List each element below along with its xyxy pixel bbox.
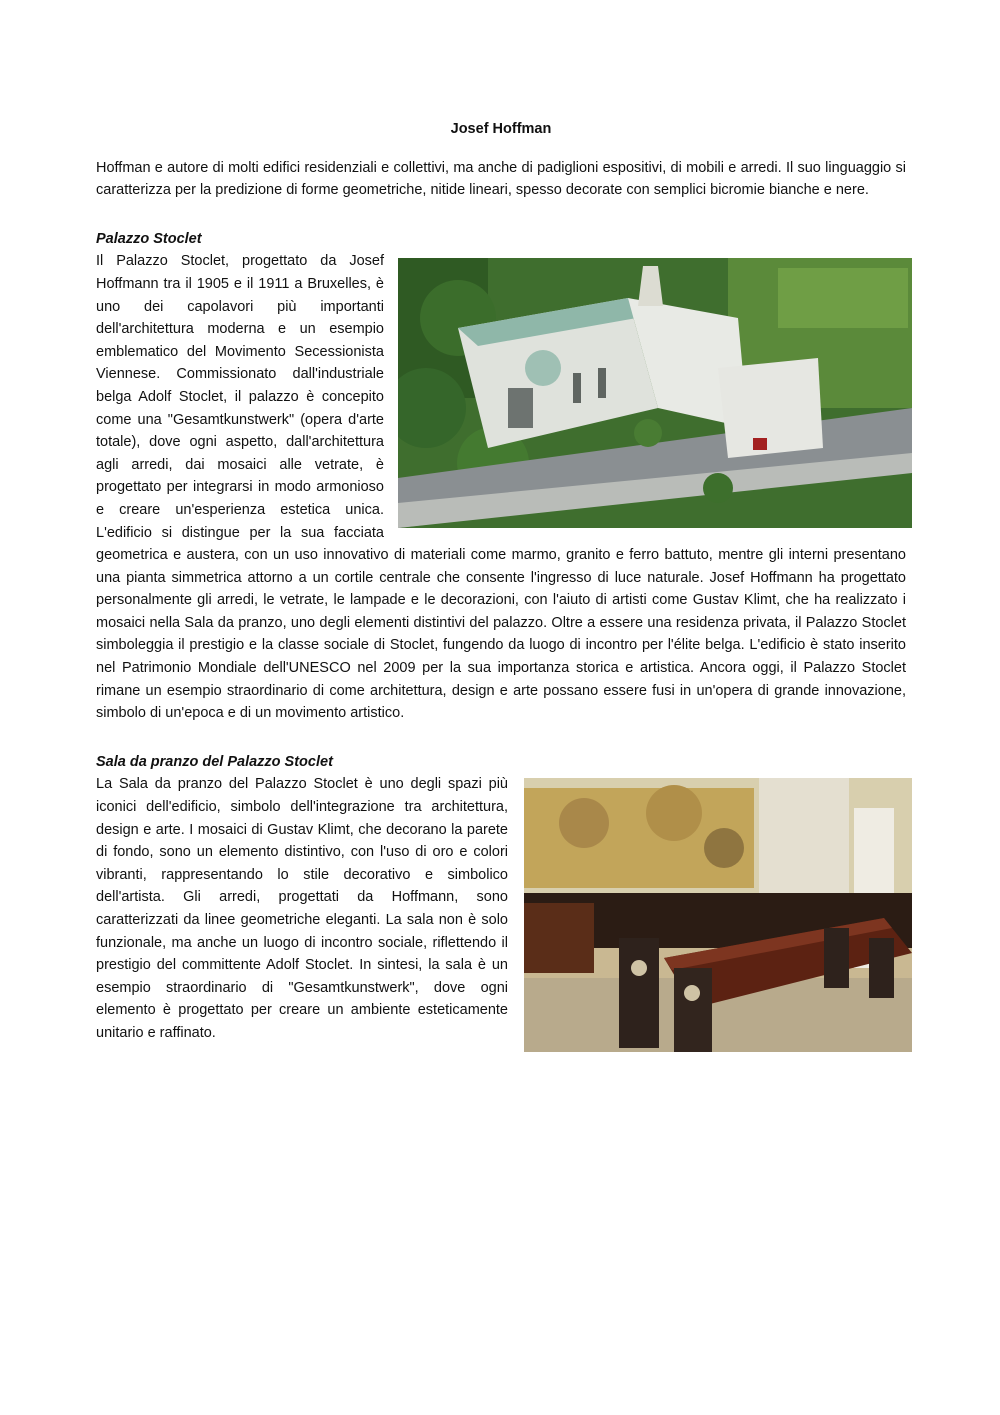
sala-da-pranzo-photo (524, 778, 912, 1052)
page-title: Josef Hoffman (450, 121, 552, 137)
section-heading-sala: Sala da pranzo del Palazzo Stoclet (96, 753, 333, 770)
intro-paragraph: Hoffman e autore di molti edifici residenziali e collettivi, ma anche di padiglioni espositivi, di mobili e arredi. Il suo linguaggio si caratterizza per la predizione di forme geometriche, nitide lineari, spesso decorate con semplici bicromie bianche e nere. (96, 159, 906, 199)
section-text-sala: La Sala da pranzo del Palazzo Stoclet è uno degli spazi più iconici dell'edificio, simbolo dell'integrazione tra architettura, design e arte. I mosaici di Gustav Klimt, che decorano la parete di fondo, sono un elemento distintivo, con l'uso di oro e colori vibranti, rappresentando lo stile decorativo e simbolico dell'artista. Gli arredi, progettati da Hoffmann, sono caratterizzati da linee geometriche eleganti. La sala non è solo funzionale, ma anche un luogo di incontro sociale, riflettendo il prestigio del committente Adolf Stoclet. In sintesi, la sala è un esempio straordinario di "Gesamtkunstwerk", dove ogni elemento è progettato per creare un ambiente esteticamente unitario e raffinato. (96, 776, 508, 1041)
section-text-palazzo: Il Palazzo Stoclet, progettato da Josef Hoffmann tra il 1905 e il 1911 a Bruxelles, è uno dei capolavori più importanti dell'architettura moderna e un esempio emblematico del Movimento Secessionista Viennese. Commissionato dall'industriale belga Adolf Stoclet, il palazzo è concepito come una "Gesamtkunstwerk" (opera d'arte totale), dove ogni aspetto, dall'architettura agli arredi, dai mosaici alle vetrate, è progettato per integrarsi in modo armonioso e creare un'esperienza estetica unica. L'edificio si distingue per la sua facciata geometrica e austera, con un uso innovativo di materiali come marmo, granito e ferro battuto, mentre gli interni presentano una pianta simmetrica attorno a un cortile centrale che consente l'ingresso di luce naturale. Josef Hoffmann ha progettato personalmente gli arredi, le vetrate, le lampade e le decorazioni, con l'aiuto di artisti come Gustav Klimt, che ha realizzato i mosaici nella Sala da pranzo, uno degli elementi distintivi del palazzo. Oltre a essere una residenza privata, il Palazzo Stoclet simboleggia il prestigio e la classe sociale di Stoclet, fungendo da luogo di incontro per l'élite belga. L'edificio è stato inserito nel Patrimonio Mondiale dell'UNESCO nel 2009 per la sua importanza storica e artistica. Ancora oggi, il Palazzo Stoclet rimane un esempio straordinario di come architettura, design e arte possano essere fusi in un'opera di grande innovazione, simbolo di un'epoca e di un movimento artistico. (96, 253, 906, 722)
document-page (96, 118, 906, 1062)
section-heading-palazzo: Palazzo Stoclet (96, 230, 202, 247)
palazzo-stoclet-photo (398, 258, 912, 528)
